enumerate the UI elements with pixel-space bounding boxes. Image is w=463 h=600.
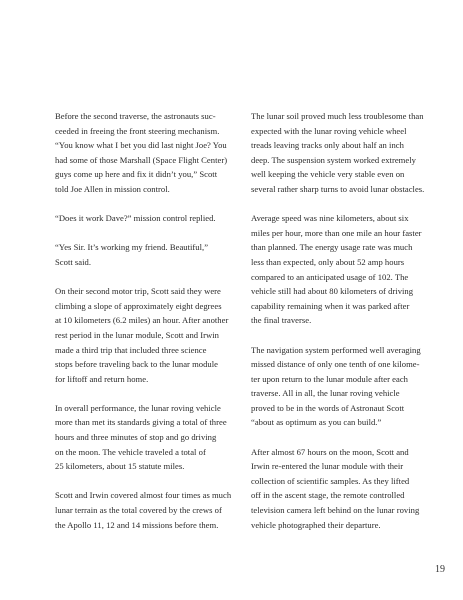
text-line: vehicle still had about 80 kilometers of driving xyxy=(251,286,414,297)
text-line: capability remaining when it was parked after xyxy=(251,300,410,311)
text-line: In overall performance, the lunar roving vehicle xyxy=(55,402,221,413)
text-line: miles per hour, more than one mile an hour faster xyxy=(251,227,422,238)
text-line: on the moon. The vehicle traveled a total of xyxy=(55,446,206,457)
text-line: had some of those Marshall (Space Flight Center) xyxy=(55,154,228,165)
paragraph xyxy=(251,109,447,197)
paragraph xyxy=(55,211,250,226)
text-line: than planned. The energy usage rate was much xyxy=(251,242,413,253)
text-line: proved to be in the words of Astronaut Scott xyxy=(251,402,405,413)
text-line: deep. The suspension system worked extremely xyxy=(251,154,416,165)
text-line: The lunar soil proved much less troublesome than xyxy=(251,111,424,121)
paragraph xyxy=(55,401,250,474)
text-line: more than met its standards giving a total of three xyxy=(55,417,227,428)
text-line: “Yes Sir. It’s working my friend. Beautiful,” xyxy=(55,242,209,253)
text-line: traverse. All in all, the lunar roving vehicle xyxy=(251,388,400,399)
text-line: collection of scientific samples. As they lifted xyxy=(251,475,410,486)
text-line: On their second motor trip, Scott said they were xyxy=(55,286,221,297)
text-line: lunar terrain as the total covered by the crews of xyxy=(55,505,222,516)
text-line: several rather sharp turns to avoid lunar obstacles. xyxy=(251,183,425,194)
text-line: made a third trip that included three science xyxy=(55,344,207,355)
paragraph xyxy=(55,109,250,197)
text-line: 25 kilometers, about 15 statute miles. xyxy=(55,461,185,472)
paragraph xyxy=(55,240,250,269)
text-line: “You know what I bet you did last night Joe? You xyxy=(55,140,227,151)
text-line: climbing a slope of approximately eight degrees xyxy=(55,300,222,311)
text-line: After almost 67 hours on the moon, Scott and xyxy=(251,446,409,457)
right-column xyxy=(251,109,447,547)
text-line: ter upon return to the lunar module after each xyxy=(251,373,408,384)
text-line: guys come up here and fix it didn’t you,” Scott xyxy=(55,169,218,180)
text-line: Irwin re-entered the lunar module with their xyxy=(251,461,404,472)
paragraph xyxy=(251,343,447,431)
left-column xyxy=(55,109,250,547)
paragraph xyxy=(251,445,447,533)
text-line: at 10 kilometers (6.2 miles) an hour. After another xyxy=(55,315,229,326)
text-line: missed distance of only one tenth of one kilome- xyxy=(251,359,420,370)
page-number: 19 xyxy=(435,564,445,575)
text-line: the final traverse. xyxy=(251,315,312,326)
text-line: the Apollo 11, 12 and 14 missions before them. xyxy=(55,519,219,530)
text-line: told Joe Allen in mission control. xyxy=(55,183,170,194)
text-line: expected with the lunar roving vehicle wheel xyxy=(251,125,407,136)
text-line: rest period in the lunar module, Scott and Irwin xyxy=(55,329,219,340)
paragraph xyxy=(55,488,250,532)
text-line: off in the ascent stage, the remote controlled xyxy=(251,490,405,501)
paragraph xyxy=(251,211,447,328)
text-line: “about as optimum as you can build.” xyxy=(251,417,382,428)
text-line: Scott said. xyxy=(55,256,92,267)
text-line: ceeded in freeing the front steering mechanism. xyxy=(55,125,220,136)
text-line: treads leaving tracks only about half an inch xyxy=(251,140,404,151)
text-line: Before the second traverse, the astronauts suc- xyxy=(55,111,216,121)
text-line: television camera left behind on the lunar roving xyxy=(251,505,420,516)
text-line: well keeping the vehicle very stable even on xyxy=(251,169,405,180)
text-line: vehicle photographed their departure. xyxy=(251,519,381,530)
text-line: less than expected, only about 52 amp hours xyxy=(251,256,405,267)
text-line: for liftoff and return home. xyxy=(55,373,149,384)
text-line: “Does it work Dave?” mission control replied. xyxy=(55,213,216,224)
text-line: hours and three minutes of stop and go driving xyxy=(55,432,217,443)
text-line: Average speed was nine kilometers, about six xyxy=(251,213,409,224)
text-line: The navigation system performed well averaging xyxy=(251,344,421,355)
text-line: compared to an anticipated usage of 102. The xyxy=(251,271,409,282)
text-line: stops before traveling back to the lunar module xyxy=(55,359,218,370)
paragraph xyxy=(55,284,250,386)
text-line: Scott and Irwin covered almost four times as much xyxy=(55,490,232,501)
